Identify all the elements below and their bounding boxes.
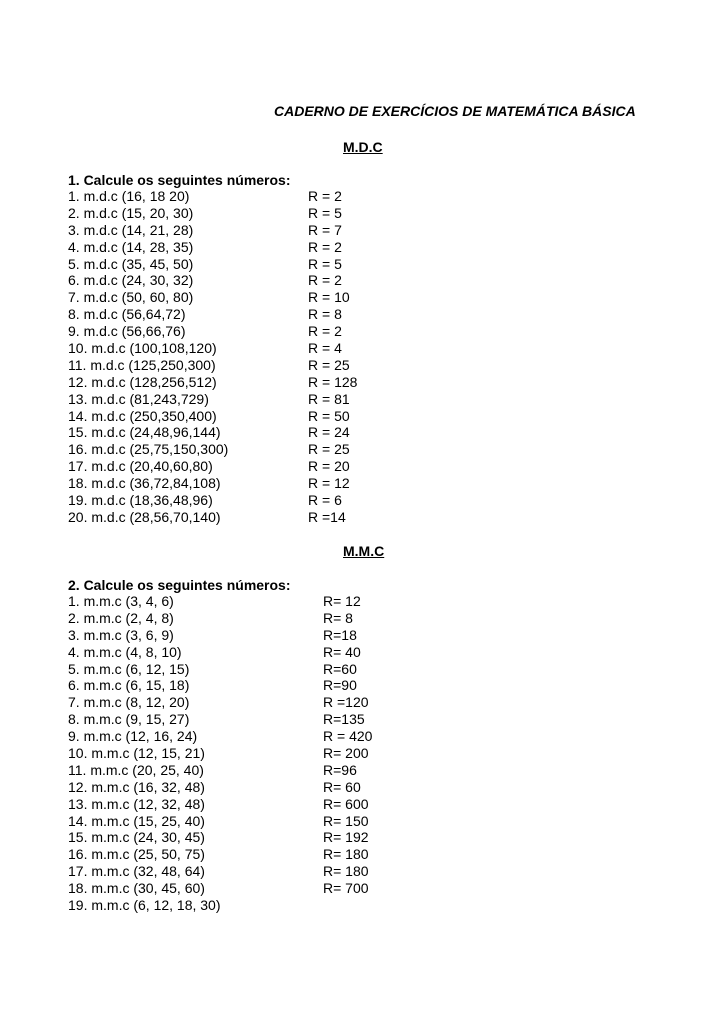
exercise-expression: 16. m.m.c (25, 50, 75): [68, 846, 205, 863]
exercise-expression: 3. m.m.c (3, 6, 9): [68, 626, 174, 643]
exercise-answer: R =120: [323, 694, 369, 711]
exercise-answer: R = 4: [308, 340, 342, 357]
exercise-expression: 3. m.d.c (14, 21, 28): [68, 221, 194, 238]
exercise-answer: R = 5: [308, 255, 342, 272]
exercise-expression: 18. m.d.c (36,72,84,108): [68, 475, 221, 492]
exercise-expression: 2. m.m.c (2, 4, 8): [68, 609, 174, 626]
exercise-answer: R= 180: [323, 846, 369, 863]
exercise-answer: R = 7: [308, 221, 342, 238]
exercise-expression: 17. m.m.c (32, 48, 64): [68, 863, 205, 880]
exercise-answer: R = 25: [308, 441, 350, 458]
exercise-answer: R = 50: [308, 407, 350, 424]
exercise-answer: R = 12: [308, 475, 350, 492]
exercise-expression: 6. m.m.c (6, 15, 18): [68, 677, 190, 694]
exercise-expression: 10. m.d.c (100,108,120): [68, 340, 217, 357]
exercise-expression: 1. m.d.c (16, 18 20): [68, 188, 190, 204]
exercise-answer: R= 60: [323, 778, 361, 795]
exercise-expression: 20. m.d.c (28,56,70,140): [68, 508, 221, 525]
exercise-answer: R = 2: [308, 272, 342, 289]
exercise-expression: 7. m.m.c (8, 12, 20): [68, 694, 190, 711]
mmc-heading: M.M.C: [343, 543, 385, 559]
exercise-answer: R= 40: [323, 643, 361, 660]
exercise-answer: R = 10: [308, 289, 350, 306]
exercise-answer: R =14: [308, 508, 346, 525]
exercise-answer: R= 180: [323, 863, 369, 880]
exercise-expression: 10. m.m.c (12, 15, 21): [68, 745, 205, 762]
exercise-expression: 16. m.d.c (25,75,150,300): [68, 441, 229, 458]
exercise-answer: R = 2: [308, 238, 342, 255]
exercise-expression: 12. m.d.c (128,256,512): [68, 373, 217, 390]
exercise-answer: R = 2: [308, 323, 342, 340]
exercise-expression: 15. m.d.c (24,48,96,144): [68, 424, 221, 441]
exercise-expression: 5. m.m.c (6, 12, 15): [68, 660, 190, 677]
mdc-heading: M.D.C: [343, 139, 383, 155]
exercise-answer: R=60: [323, 660, 357, 677]
exercise-expression: 13. m.m.c (12, 32, 48): [68, 795, 205, 812]
mmc-question: 2. Calcule os seguintes números:: [68, 577, 291, 593]
exercise-answer: R = 420: [323, 728, 373, 745]
exercise-answer: R = 5: [308, 204, 342, 221]
exercise-answer: R = 25: [308, 356, 350, 373]
exercise-expression: 4. m.m.c (4, 8, 10): [68, 643, 182, 660]
exercise-answer: R = 6: [308, 492, 342, 509]
exercise-expression: 6. m.d.c (24, 30, 32): [68, 272, 194, 289]
exercise-expression: 2. m.d.c (15, 20, 30): [68, 204, 194, 221]
exercise-answer: R = 24: [308, 424, 350, 441]
exercise-expression: 14. m.m.c (15, 25, 40): [68, 812, 205, 829]
exercise-expression: 4. m.d.c (14, 28, 35): [68, 238, 194, 255]
exercise-answer: R=135: [323, 711, 365, 728]
exercise-expression: 5. m.d.c (35, 45, 50): [68, 255, 194, 272]
exercise-expression: 15. m.m.c (24, 30, 45): [68, 829, 205, 846]
exercise-answer: R = 20: [308, 458, 350, 475]
exercise-answer: R= 200: [323, 745, 369, 762]
exercise-answer: R = 2: [308, 188, 342, 204]
exercise-expression: 9. m.m.c (12, 16, 24): [68, 728, 198, 745]
exercise-answer: R = 8: [308, 306, 342, 323]
exercise-answer: R= 8: [323, 609, 353, 626]
exercise-expression: 14. m.d.c (250,350,400): [68, 407, 217, 424]
exercise-expression: 7. m.d.c (50, 60, 80): [68, 289, 194, 306]
exercise-expression: 19. m.d.c (18,36,48,96): [68, 492, 213, 509]
exercise-answer: R= 150: [323, 812, 369, 829]
exercise-expression: 8. m.m.c (9, 15, 27): [68, 711, 190, 728]
exercise-answer: R=18: [323, 626, 357, 643]
exercise-expression: 19. m.m.c (6, 12, 18, 30): [68, 897, 221, 914]
exercise-expression: 9. m.d.c (56,66,76): [68, 323, 186, 340]
exercise-expression: 11. m.m.c (20, 25, 40): [68, 761, 204, 778]
exercise-expression: 18. m.m.c (30, 45, 60): [68, 880, 205, 897]
exercise-answer: R= 600: [323, 795, 369, 812]
exercise-answer: R= 192: [323, 829, 369, 846]
exercise-expression: 11. m.d.c (125,250,300): [68, 356, 216, 373]
exercise-answer: R=96: [323, 761, 357, 778]
document-title-text: CADERNO DE EXERCÍCIOS DE MATEMÁTICA BÁSICA: [274, 103, 636, 119]
exercise-expression: 13. m.d.c (81,243,729): [68, 390, 209, 407]
exercise-answer: R=90: [323, 677, 357, 694]
exercise-expression: 8. m.d.c (56,64,72): [68, 306, 186, 323]
mdc-question: 1. Calcule os seguintes números:: [68, 172, 291, 188]
exercise-answer: R= 700: [323, 880, 369, 897]
exercise-expression: 17. m.d.c (20,40,60,80): [68, 458, 213, 475]
exercise-expression: 1. m.m.c (3, 4, 6): [68, 593, 174, 609]
exercise-answer: R= 12: [323, 593, 361, 609]
exercise-answer: R = 81: [308, 390, 350, 407]
exercise-answer: R = 128: [308, 373, 358, 390]
exercise-expression: 12. m.m.c (16, 32, 48): [68, 778, 205, 795]
